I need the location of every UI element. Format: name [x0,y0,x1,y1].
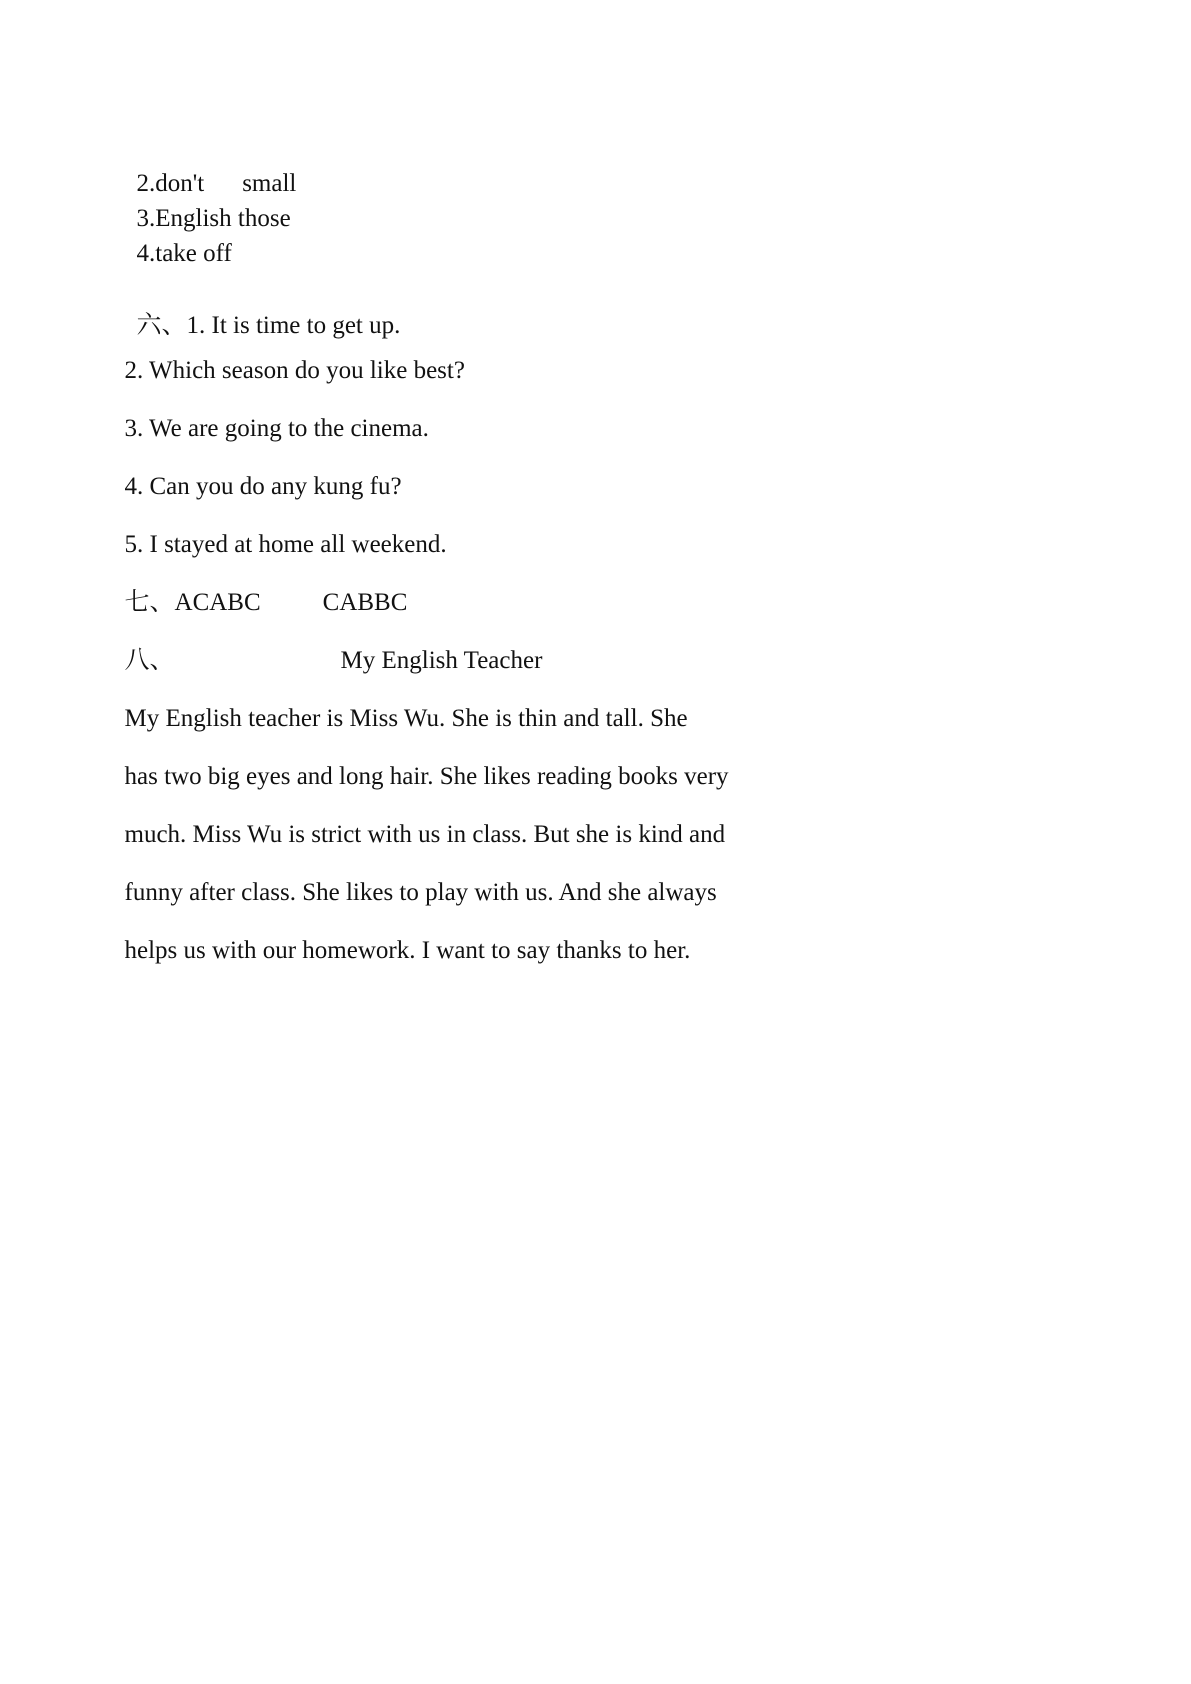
answer-text: 3.English those [136,205,291,232]
sentence: 1. It is time to get up. [186,312,401,339]
sentence: 3. We are going to the cinema. [124,415,429,442]
answer-text: 4.take off [136,240,232,267]
section6-line-4 [112,442,402,502]
answer-text: 2.don't [136,170,205,197]
essay-text: My English teacher is Miss Wu. She is thin and tall. She [124,705,688,732]
section6-line-5 [112,500,447,560]
section6-line-3 [112,384,429,444]
essay-line-4 [112,848,717,908]
answer-text: small [242,170,297,197]
section-marker: 八、 [124,647,175,674]
answers-group-b: CABBC [322,589,408,616]
essay-line-1 [112,674,688,734]
essay-text: funny after class. She likes to play with us. And she always [124,879,717,906]
answers-group-a: ACABC [174,589,261,616]
essay-line-2 [112,732,729,792]
section7-line [112,558,407,618]
essay-line-5 [112,906,690,966]
sentence: 2. Which season do you like best? [124,357,465,384]
section8-heading [112,616,542,676]
section-marker: 六、 [136,312,187,339]
section-marker: 七、 [124,589,175,616]
essay-title: My English Teacher [340,647,543,674]
essay-text: has two big eyes and long hair. She likes reading books very [124,763,729,790]
essay-text: helps us with our homework. I want to say thanks to her. [124,937,691,964]
section6-line-2 [112,326,465,386]
answer-line-4 [124,209,232,269]
essay-line-3 [112,790,725,850]
sentence: 5. I stayed at home all weekend. [124,531,447,558]
essay-text: much. Miss Wu is strict with us in class. But she is kind and [124,821,726,848]
sentence: 4. Can you do any kung fu? [124,473,402,500]
